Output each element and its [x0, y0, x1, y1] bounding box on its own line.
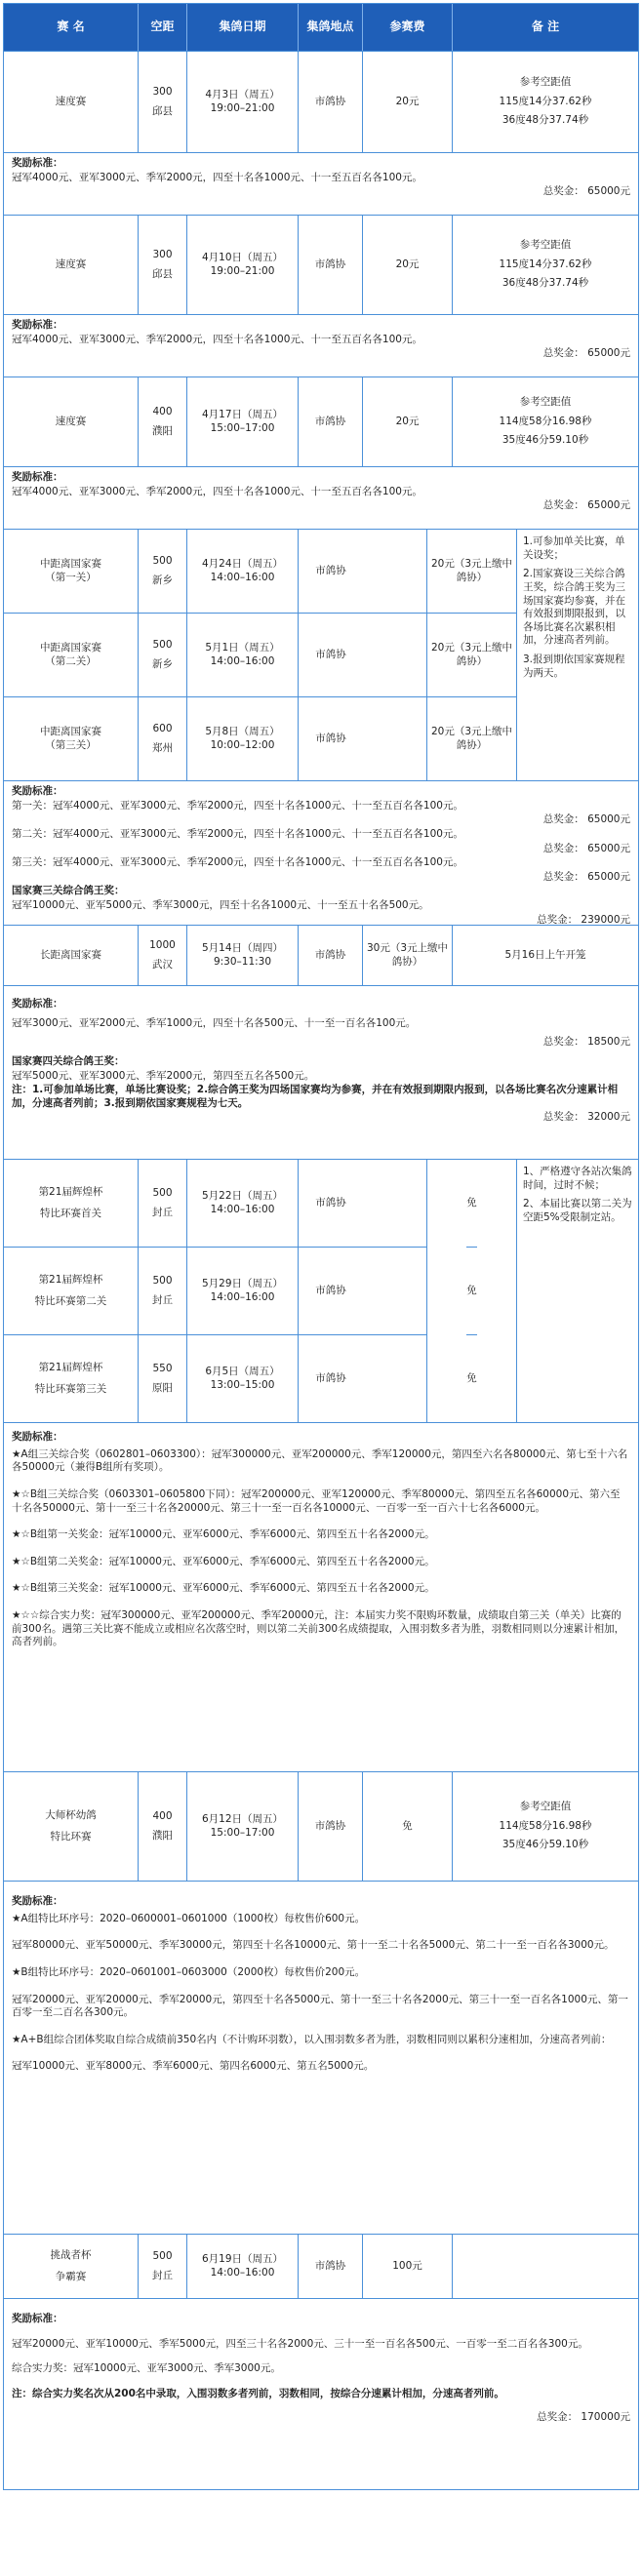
note-item: 3.报到期依国家赛规程为两天。 [523, 654, 625, 679]
race-fee: 20元（3元上缴中鸽协） [430, 557, 513, 583]
race-place: 市鸽协 [314, 948, 346, 961]
national-race-group [4, 530, 638, 781]
race-date: 6月5日（周五） [205, 1365, 280, 1377]
special-race-group [4, 1160, 638, 1423]
note-title: 参考空距值 [519, 1801, 572, 1813]
reward-item: 冠军20000元、亚军20000元、季军20000元，第四至十名各5000元、第十一至三十名各2000元、第三十一至一百名各1000元、第一百零一至二百名各300元。 [12, 1993, 628, 2019]
reward-total: 总奖金： 170000元 [537, 2410, 630, 2423]
reward-block [4, 153, 638, 216]
reward-total: 总奖金： 65000元 [542, 185, 630, 198]
race-row [4, 697, 426, 780]
reward-title: 奖励标准： [12, 471, 63, 483]
reward-item: ★☆☆综合实力奖：冠军300000元、亚军200000元、季军20000元，注：本届实力奖不限购环数量，成绩取自第三关（单关）比赛的前300名。遇第三关比赛不能成立或相应名次落空时，则以第二关前300名成绩提取，入围羽数多者为胜，羽数相同则以分速累计相加，高者列前。 [12, 1609, 625, 1648]
reward-total: 总奖金： 18500元 [542, 1036, 630, 1049]
race-note: 5月16日上午开笼 [504, 948, 586, 961]
race-date: 5月14日（周四） [201, 941, 284, 954]
header-fee: 参赛费 [363, 4, 453, 51]
reward-item: ★A+B组综合团体奖取自综合成绩前350名内（不计购环羽数），以入围羽数多者为胜，羽数相同则以累积分速相加，分速高者列前： [12, 2033, 612, 2045]
reward-total: 总奖金： 65000元 [542, 842, 630, 854]
race-name: 挑战者杯 [50, 2248, 92, 2261]
reward-item: ★☆B组三关综合奖（0603301–0605800下同）：冠军200000元、亚军120000元、季军80000元、第四至五名各60000元、第六至十名各50000元、第十一至三十名各20000元、第三十一至一百名各10000元、一百零一至一百六十七名各6000元。 [12, 1487, 621, 1514]
race-date: 5月1日（周五） [205, 641, 280, 654]
race-date: 4月17日（周五） [201, 408, 284, 420]
race-stage: 特比环赛第三关 [34, 1382, 107, 1395]
race-name: 速度赛 [55, 95, 87, 107]
reward-item: ★B组特比环序号：2020–0601001–0603000（2000枚）每枚售价200元。 [12, 1965, 366, 1978]
race-fee: 20元 [395, 95, 420, 107]
race-place: 市鸽协 [315, 732, 346, 744]
race-date: 4月3日（周五） [205, 88, 280, 100]
race-stage: （第一关） [45, 571, 97, 583]
race-time: 19:00–21:00 [210, 264, 275, 277]
race-place: 市鸽协 [314, 415, 346, 427]
race-place: 市鸽协 [314, 2259, 346, 2272]
race-distance: 300 [152, 85, 173, 98]
race-name: 第21届辉煌杯 [38, 1185, 103, 1198]
race-row [4, 52, 638, 153]
table-header [4, 3, 638, 52]
race-site: 武汉 [152, 958, 173, 971]
race-fee: 20元 [395, 415, 420, 427]
race-site: 新乡 [152, 657, 173, 670]
reward-title: 奖励标准： [12, 1895, 63, 1907]
header-name: 赛 名 [4, 4, 139, 51]
king-note: 注：1.可参加单场比赛，单场比赛设奖；2.综合鸽王奖为四场国家赛均为参赛，并在有效报到期限内报到，以各场比赛名次分速累计相加，分速高者列前；3.报到期依国家赛规程为七天。 [12, 1084, 619, 1109]
reward-title: 奖励标准： [12, 2313, 63, 2324]
race-fee: 免 [466, 1371, 477, 1384]
reward-stage-1: 第一关：冠军4000元、亚军3000元、季军2000元，四至十名各1000元、十一至五百名各100元。 [12, 799, 463, 812]
note-latitude: 35度46分59.10秒 [502, 434, 589, 447]
race-name: 中距离国家赛 [40, 725, 101, 737]
reward-total: 总奖金： 65000元 [542, 499, 630, 512]
race-fee: 20元（3元上缴中鸽协） [430, 641, 513, 667]
race-name: 速度赛 [55, 258, 87, 270]
race-stage: 争霸赛 [55, 2270, 87, 2282]
reward-item: 冠军20000元、亚军10000元、季军5000元，四至三十名各2000元、三十一至一百名各500元、一百零一至二百名各300元。 [12, 2337, 588, 2350]
race-row [4, 2235, 638, 2299]
reward-block [4, 1882, 638, 2235]
race-time: 9:30–11:30 [213, 955, 272, 968]
race-site: 郑州 [152, 741, 173, 754]
note-item: 1.可参加单关比赛，单关设奖； [523, 535, 625, 561]
reward-text: 冠军3000元、亚军2000元、季军1000元，四至十名各500元、十一至一百名各100元。 [12, 1016, 417, 1029]
race-distance: 500 [152, 554, 173, 567]
race-time: 15:00–17:00 [210, 1826, 275, 1839]
header-time: 集鸽日期 [187, 4, 299, 51]
race-date: 4月10日（周五） [201, 251, 284, 263]
reward-total: 总奖金： 65000元 [542, 813, 630, 826]
race-distance: 600 [152, 722, 173, 734]
race-distance: 400 [152, 405, 173, 417]
race-stage: （第二关） [45, 654, 97, 667]
reward-item: ★A组三关综合奖（0602801–0603300）：冠军300000元、亚军200000元、季军120000元，第四至六名各80000元、第七至十六名各50000元（兼得B组所有奖项）。 [12, 1447, 628, 1474]
race-stage: （第三关） [45, 738, 97, 751]
reward-item: 综合实力奖：冠军10000元、亚军3000元、季军3000元。 [12, 2362, 281, 2375]
note-longitude: 114度58分16.98秒 [499, 1819, 592, 1832]
race-row [4, 614, 426, 697]
race-distance: 500 [152, 638, 173, 651]
race-row [4, 1772, 638, 1882]
note-item: 2、本届比赛以第二关为空距5%受限制定站。 [523, 1198, 632, 1223]
reward-item: ★☆B组第三关奖金：冠军10000元、亚军6000元、季军6000元、第四至五十名各2000元。 [12, 1582, 435, 1595]
race-time: 14:00–16:00 [210, 654, 275, 667]
header-place: 集鸽地点 [299, 4, 363, 51]
note-longitude: 114度58分16.98秒 [499, 415, 592, 427]
reward-title: 奖励标准： [12, 1431, 63, 1443]
race-place: 市鸽协 [315, 648, 346, 660]
race-distance: 1000 [149, 938, 176, 951]
race-site: 邱县 [152, 267, 173, 280]
race-row [4, 216, 638, 315]
reward-title: 奖励标准： [12, 998, 63, 1010]
race-distance: 500 [152, 1274, 173, 1287]
header-distance: 空距 [139, 4, 187, 51]
race-date: 5月29日（周五） [201, 1277, 284, 1289]
reward-block [4, 1423, 638, 1772]
race-name: 速度赛 [55, 415, 87, 427]
reward-stage-2: 第二关：冠军4000元、亚军3000元、季军2000元，四至十名各1000元、十一至五百名各100元。 [12, 827, 463, 840]
race-distance: 400 [152, 1809, 173, 1822]
race-site: 封丘 [152, 1293, 173, 1306]
race-site: 濮阳 [152, 1829, 173, 1842]
race-name: 第21届辉煌杯 [38, 1273, 103, 1286]
race-place: 市鸽协 [314, 258, 346, 270]
reward-title: 奖励标准： [12, 157, 63, 169]
race-fee: 免 [466, 1284, 477, 1296]
reward-total: 总奖金： 65000元 [542, 870, 630, 883]
race-stage: 特比环赛 [50, 1830, 92, 1843]
race-distance: 550 [152, 1362, 173, 1374]
reward-item: ★A组特比环序号：2020–0600001–0601000（1000枚）每枚售价600元。 [12, 1912, 366, 1924]
reward-title: 奖励标准： [12, 319, 63, 331]
race-row [4, 926, 638, 986]
note-item: 2.国家赛设三关综合鸽王奖，综合鸽王奖为三场国家赛均参赛，并在有效报到期限报到，以各场比赛名次累积相加，分速高者列前。 [523, 568, 625, 647]
race-time: 14:00–16:00 [210, 1290, 275, 1303]
race-place: 市鸽协 [315, 1196, 346, 1209]
reward-block [4, 315, 638, 377]
race-fee: 100元 [392, 2259, 422, 2272]
race-date: 6月19日（周五） [201, 2252, 284, 2265]
race-fee: 免 [466, 1196, 477, 1209]
race-distance: 500 [152, 1186, 173, 1199]
race-place: 市鸽协 [314, 1819, 346, 1832]
reward-text: 冠军4000元、亚军3000元、季军2000元，四至十名各1000元、十一至五百名各100元。 [12, 333, 422, 345]
reward-text: 冠军4000元、亚军3000元、季军2000元，四至十名各1000元、十一至五百名各100元。 [12, 485, 422, 497]
race-site: 濮阳 [152, 424, 173, 437]
reward-text: 冠军4000元、亚军3000元、季军2000元，四至十名各1000元、十一至五百名各100元。 [12, 171, 422, 183]
race-site: 原阳 [152, 1381, 173, 1394]
race-row [4, 377, 638, 467]
race-date: 4月24日（周五） [201, 557, 284, 570]
race-date: 5月22日（周五） [201, 1189, 284, 1202]
race-distance: 300 [152, 248, 173, 260]
reward-total: 总奖金： 32000元 [542, 1111, 630, 1124]
national-notes [517, 530, 638, 780]
race-row [4, 530, 426, 614]
reward-title: 奖励标准： [12, 785, 63, 797]
race-row [4, 1160, 426, 1248]
race-time: 14:00–16:00 [210, 571, 275, 583]
reward-block [4, 2299, 638, 2490]
race-date: 5月8日（周五） [205, 725, 280, 737]
race-time: 19:00–21:00 [210, 101, 275, 114]
reward-stage-3: 第三关：冠军4000元、亚军3000元、季军2000元，四至十名各1000元、十一至五百名各100元。 [12, 856, 463, 869]
note-latitude: 35度46分59.10秒 [502, 1839, 589, 1851]
reward-item: 冠军80000元、亚军50000元、季军30000元，第四至十名各10000元、第十一至二十名各5000元、第二十一至一百名各3000元。 [12, 1939, 615, 1952]
race-name: 大师杯幼鸽 [45, 1808, 97, 1821]
race-fee: 20元（3元上缴中鸽协） [430, 725, 513, 751]
race-fee: 免 [402, 1819, 413, 1832]
king-text: 冠军5000元、亚军3000元、季军2000元，第四至五名各500元。 [12, 1069, 315, 1082]
race-name: 中距离国家赛 [40, 641, 101, 654]
race-row [4, 1335, 426, 1422]
race-fee: 30元（3元上缴中鸽协） [366, 941, 449, 968]
race-time: 14:00–16:00 [210, 2266, 275, 2279]
race-stage: 特比环赛首关 [40, 1207, 101, 1219]
note-latitude: 36度48分37.74秒 [502, 114, 589, 127]
race-name: 中距离国家赛 [40, 557, 101, 570]
race-time: 13:00–15:00 [210, 1378, 275, 1391]
reward-block [4, 986, 638, 1160]
king-text: 冠军10000元、亚军5000元、季军3000元，四至十名各1000元、十一至五十名各500元。 [12, 899, 429, 912]
race-site: 封丘 [152, 2269, 173, 2281]
reward-block [4, 781, 638, 926]
reward-total: 总奖金： 65000元 [542, 347, 630, 360]
race-place: 市鸽协 [314, 95, 346, 107]
header-note: 备 注 [531, 20, 560, 34]
race-fee: 20元 [395, 258, 420, 270]
race-time: 14:00–16:00 [210, 1203, 275, 1215]
note-title: 参考空距值 [519, 76, 572, 89]
note-title: 参考空距值 [519, 396, 572, 409]
race-site: 新乡 [152, 574, 173, 586]
special-notes [517, 1160, 638, 1422]
race-distance: 500 [152, 2249, 173, 2262]
note-longitude: 115度14分37.62秒 [499, 95, 592, 107]
reward-block [4, 467, 638, 530]
king-title: 国家赛四关综合鸽王奖： [12, 1054, 125, 1067]
race-name: 长距离国家赛 [40, 948, 101, 961]
race-site: 邱县 [152, 104, 173, 117]
reward-note: 注：综合实力奖名次从200名中录取，入围羽数多者列前，羽数相同，按综合分速累计相加，分速高者列前。 [12, 2387, 504, 2399]
note-item: 1、严格遵守各站次集鸽时间，过时不候； [523, 1166, 632, 1191]
race-stage: 特比环赛第二关 [34, 1294, 107, 1307]
race-time: 10:00–12:00 [210, 738, 275, 751]
schedule-table [3, 3, 639, 2490]
reward-item: ★☆B组第二关奖金：冠军10000元、亚军6000元、季军6000元、第四至五十名各2000元。 [12, 1555, 435, 1567]
reward-item: ★☆B组第一关奖金：冠军10000元、亚军6000元、季军6000元、第四至五十名各2000元。 [12, 1528, 435, 1541]
reward-item: 冠军10000元、亚军8000元、季军6000元、第四名6000元、第五名5000元。 [12, 2060, 375, 2073]
race-place: 市鸽协 [315, 1284, 346, 1296]
race-row [4, 1248, 426, 1335]
reward-total: 总奖金： 239000元 [537, 913, 630, 926]
race-date: 6月12日（周五） [201, 1812, 284, 1825]
note-title: 参考空距值 [519, 239, 572, 252]
race-place: 市鸽协 [315, 564, 346, 576]
note-latitude: 36度48分37.74秒 [502, 277, 589, 290]
king-title: 国家赛三关综合鸽王奖： [12, 885, 125, 897]
race-time: 15:00–17:00 [210, 421, 275, 434]
race-name: 第21届辉煌杯 [38, 1361, 103, 1373]
race-place: 市鸽协 [315, 1371, 346, 1384]
race-site: 封丘 [152, 1206, 173, 1218]
note-longitude: 115度14分37.62秒 [499, 258, 592, 270]
